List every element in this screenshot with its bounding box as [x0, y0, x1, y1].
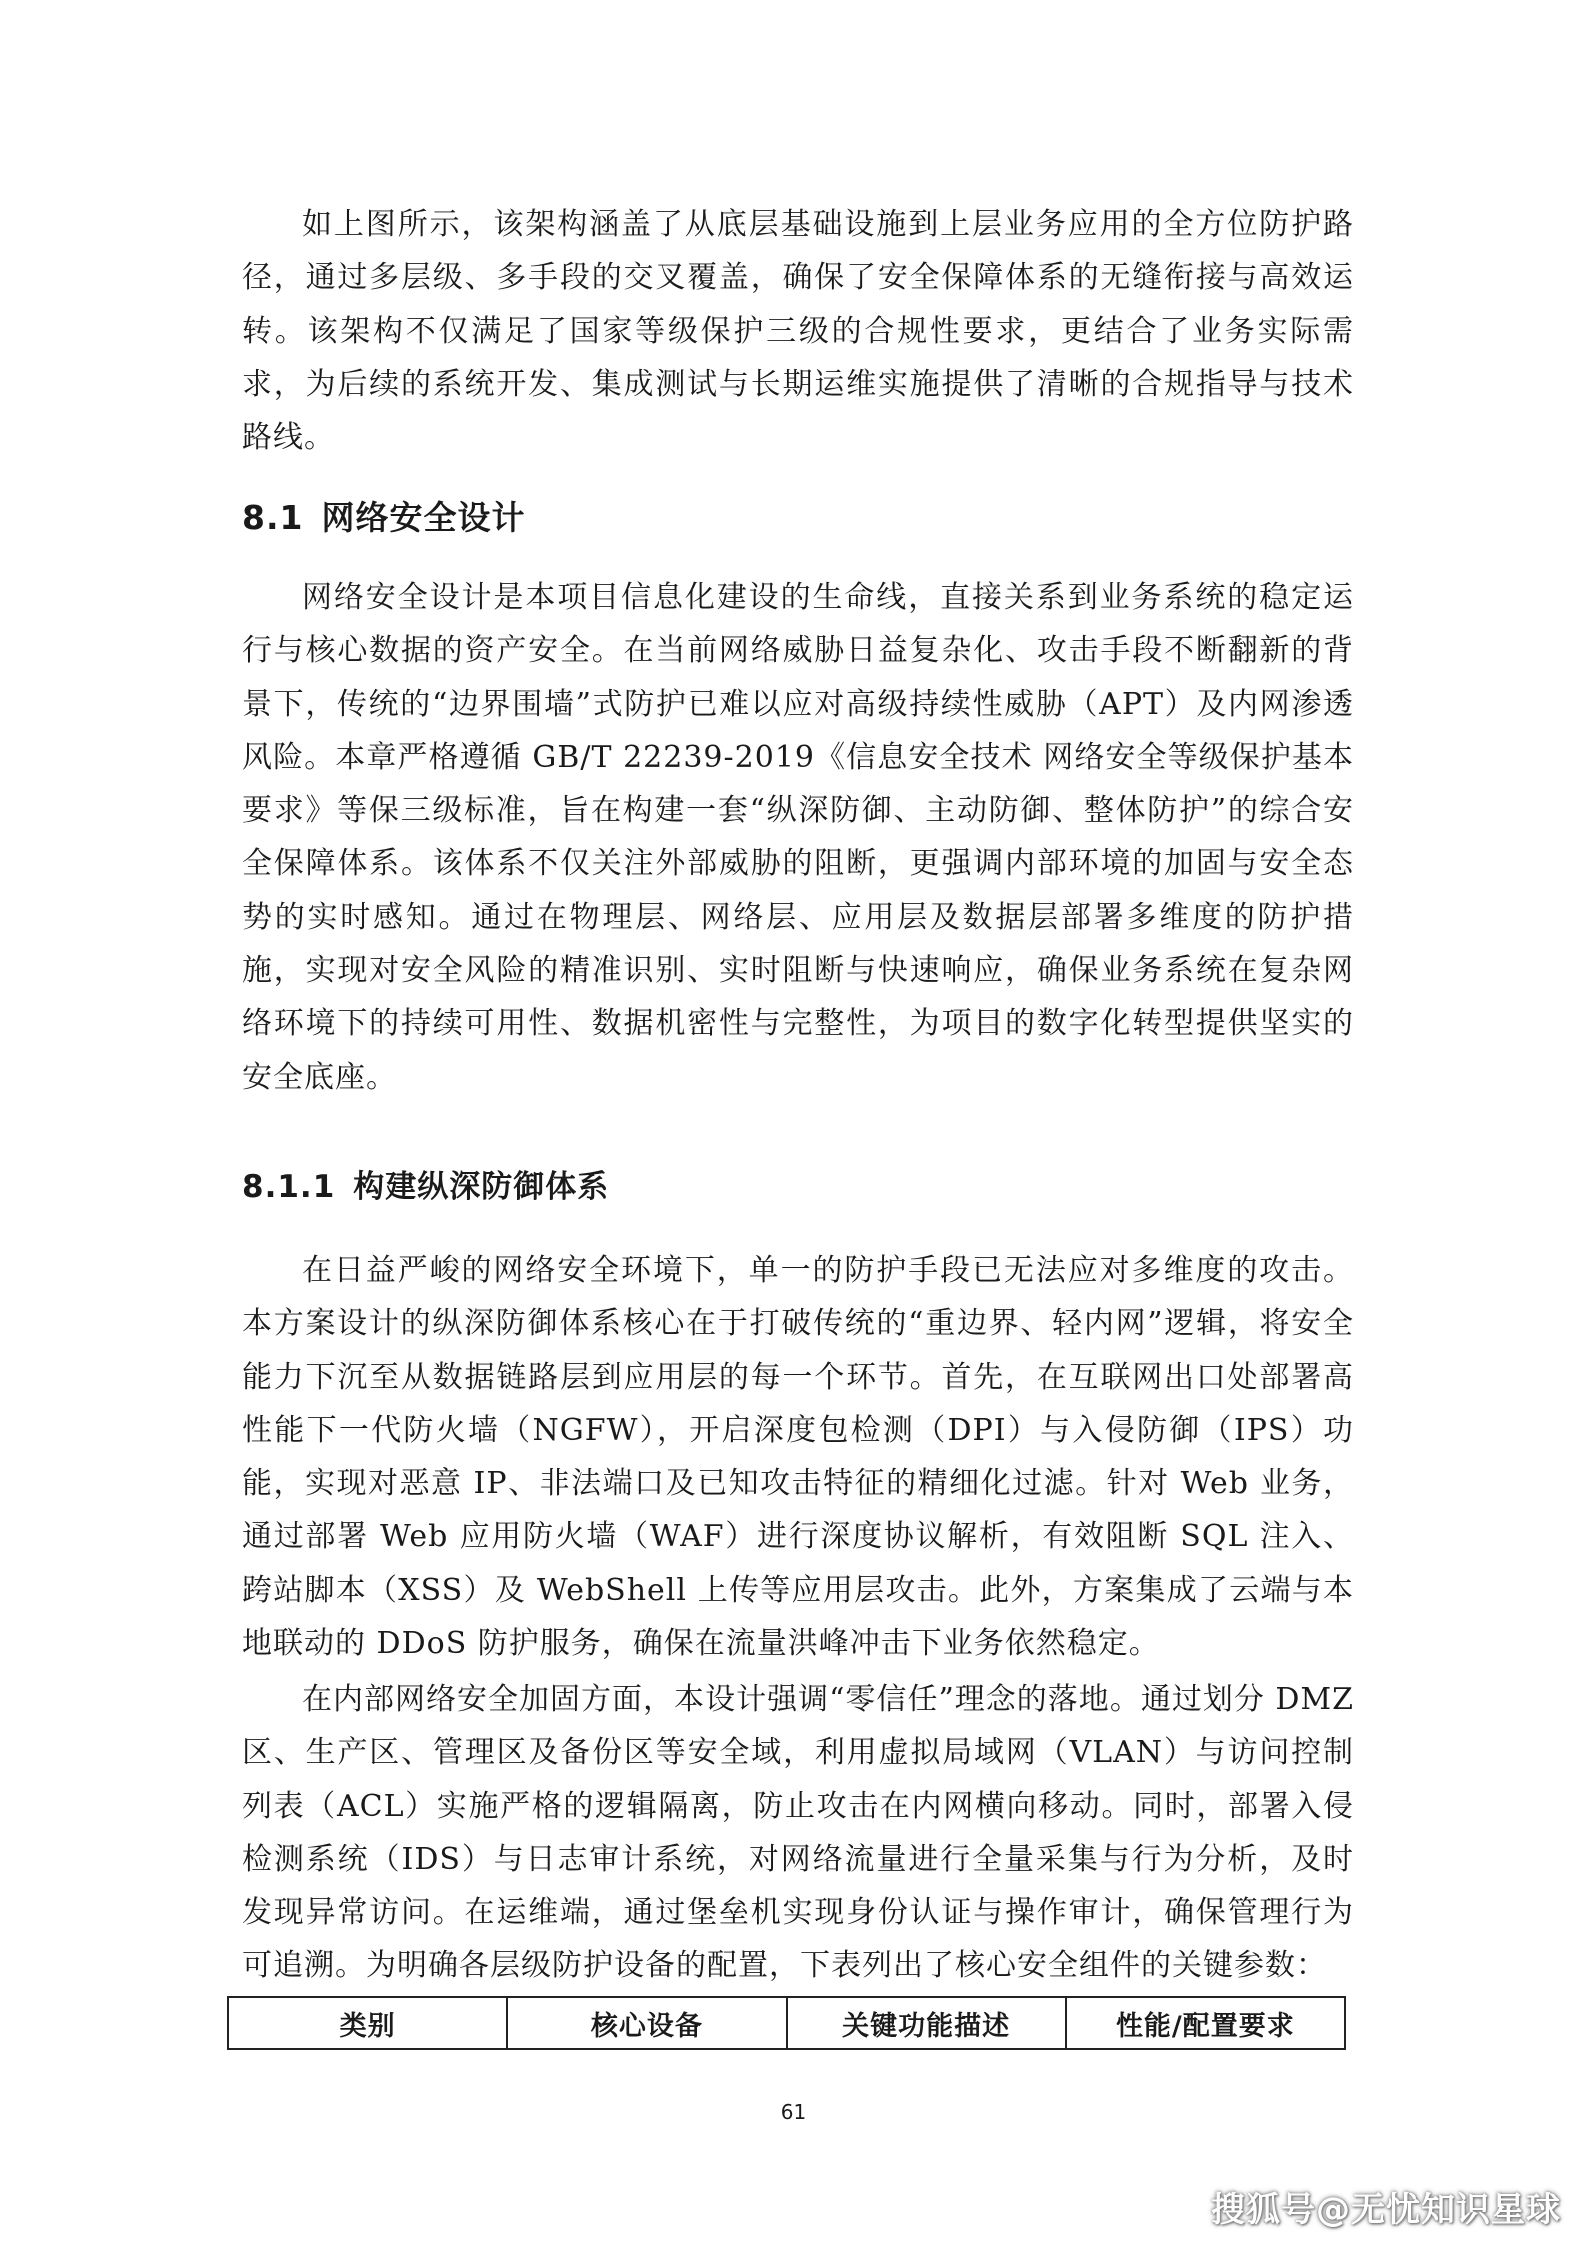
watermark: 搜狐号@无忧知识星球 — [1211, 2190, 1561, 2230]
table-header-core-device: 核心设备 — [507, 1997, 786, 2049]
section-heading — [242, 492, 525, 539]
subsection-paragraph-1: 在日益严峻的网络安全环境下，单一的防护手段已无法应对多维度的攻击。本方案设计的纵深防御体系核心在于打破传统的“重边界、轻内网”逻辑，将安全能力下沉至从数据链路层到应用层的每一个环节。首先，在互联网出口处部署高性能下一代防火墙（NGFW），开启深度包检测（DPI）与入侵防御（IPS）功能，实现对恶意 IP、非法端口及已知攻击特征的精细化过滤。针对 Web 业务，通过部署 Web 应用防火墙（WAF）进行深度协议解析，有效阻断 SQL 注入、跨站脚本（XSS）及 WebShell 上传等应用层攻击。此外，方案集成了云端与本地联动的 DDoS 防护服务，确保在流量洪峰冲击下业务依然稳定。 — [242, 1253, 1354, 1662]
subsection-number: 8.1.1 — [242, 1169, 336, 1205]
table-header-performance: 性能/配置要求 — [1066, 1997, 1345, 2049]
section-title: 网络安全设计 — [321, 498, 526, 537]
intro-paragraph: 如上图所示，该架构涵盖了从底层基础设施到上层业务应用的全方位防护路径，通过多层级、多手段的交叉覆盖，确保了安全保障体系的无缝衔接与高效运转。该架构不仅满足了国家等级保护三级的合规性要求，更结合了业务实际需求，为后续的系统开发、集成测试与长期运维实施提供了清晰的合规指导与技术路线。 — [242, 207, 1354, 456]
subsection-paragraph-2: 在内部网络安全加固方面，本设计强调“零信任”理念的落地。通过划分 DMZ 区、生产区、管理区及备份区等安全域，利用虚拟局域网（VLAN）与访问控制列表（ACL）实施严格的逻辑隔离，防止攻击在内网横向移动。同时，部署入侵检测系统（IDS）与日志审计系统，对网络流量进行全量采集与行为分析，及时发现异常访问。在运维端，通过堡垒机实现身份认证与操作审计，确保管理行为可追溯。为明确各层级防护设备的配置，下表列出了核心安全组件的关键参数： — [242, 1682, 1354, 1984]
table-header-row — [228, 1997, 1345, 2049]
table-header-category: 类别 — [228, 1997, 507, 2049]
table-header-function: 关键功能描述 — [787, 1997, 1066, 2049]
security-components-table — [227, 1996, 1346, 2050]
page-number: 61 — [780, 2100, 807, 2124]
section-number: 8.1 — [242, 498, 304, 537]
subsection-title: 构建纵深防御体系 — [353, 1169, 610, 1205]
section-paragraph: 网络安全设计是本项目信息化建设的生命线，直接关系到业务系统的稳定运行与核心数据的资产安全。在当前网络威胁日益复杂化、攻击手段不断翻新的背景下，传统的“边界围墙”式防护已难以应对高级持续性威胁（APT）及内网渗透风险。本章严格遵循 GB/T 22239-2019《信息安全技术 网络安全等级保护基本要求》等保三级标准，旨在构建一套“纵深防御、主动防御、整体防护”的综合安全保障体系。该体系不仅关注外部威胁的阻断，更强调内部环境的加固与安全态势的实时感知。通过在物理层、网络层、应用层及数据层部署多维度的防护措施，实现对安全风险的精准识别、实时阻断与快速响应，确保业务系统在复杂网络环境下的持续可用性、数据机密性与完整性，为项目的数字化转型提供坚实的安全底座。 — [242, 580, 1354, 1095]
subsection-heading — [242, 1161, 609, 1206]
